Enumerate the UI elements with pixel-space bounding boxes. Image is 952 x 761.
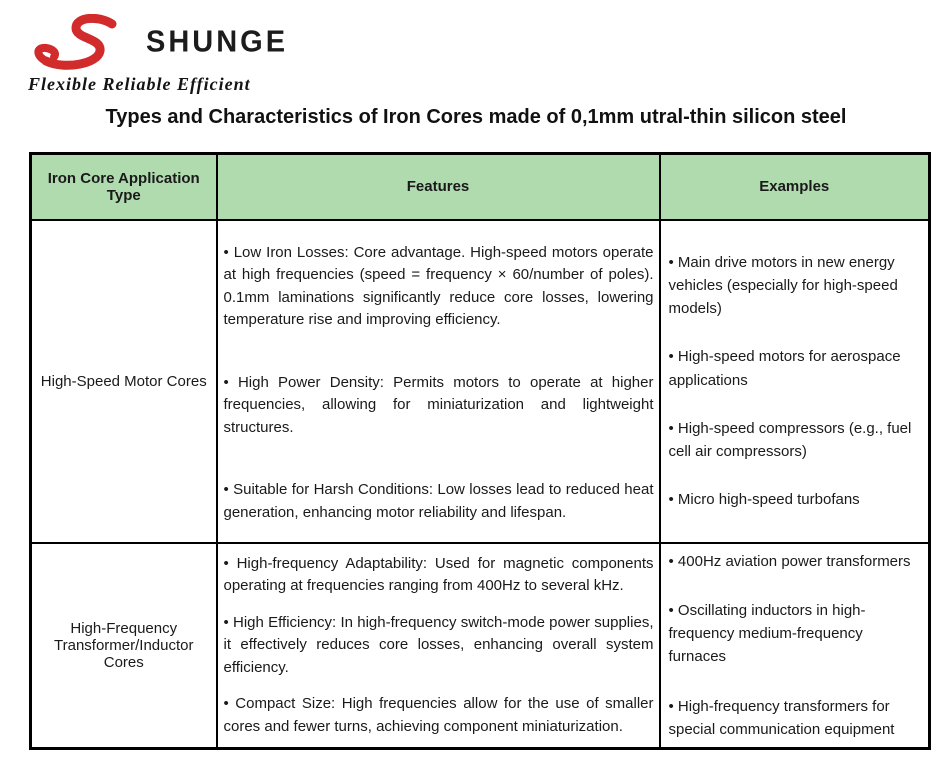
- header-application-type: Iron Core Application Type: [31, 154, 217, 220]
- example-item: • Micro high-speed turbofans: [668, 491, 860, 509]
- example-item: • 400Hz aviation power transformers: [668, 552, 911, 570]
- example-item: • High-frequency transformers for special communication equipment: [668, 697, 895, 738]
- example-item: • Oscillating inductors in high-frequency medium-frequency furnaces: [668, 601, 866, 666]
- row1-type: High-Speed Motor Cores: [31, 220, 217, 543]
- feature-item: • High-frequency Adaptability: Used for magnetic components operating at frequencies ranging from 400Hz to several kHz.: [223, 554, 654, 594]
- table-row: [31, 543, 930, 749]
- brand-tagline: Flexible Reliable Efficient: [28, 74, 251, 94]
- row1-features: [217, 220, 660, 543]
- example-item: • Main drive motors in new energy vehicles (especially for high-speed models): [668, 253, 898, 317]
- iron-core-table: [29, 152, 931, 750]
- feature-item: • Compact Size: High frequencies allow for the use of smaller cores and fewer turns, achieving component miniaturization.: [223, 695, 654, 735]
- company-logo: [28, 14, 288, 95]
- table-row: [31, 220, 930, 543]
- row1-examples: [660, 220, 930, 543]
- header-examples: Examples: [660, 154, 930, 220]
- row2-type: High-Frequency Transformer/Inductor Cores: [31, 543, 217, 749]
- row2-examples: [660, 543, 930, 749]
- example-item: • High-speed motors for aerospace applications: [668, 348, 901, 389]
- example-item: • High-speed compressors (e.g., fuel cell air compressors): [668, 419, 912, 460]
- table-header-row: [31, 154, 930, 220]
- page-title: Types and Characteristics of Iron Cores made of 0,1mm utral-thin silicon steel: [105, 106, 847, 128]
- feature-item: • High Power Density: Permits motors to operate at higher frequencies, allowing for miniaturization and lightweight structures.: [223, 373, 654, 436]
- shunge-s-swoosh-icon: [28, 14, 132, 70]
- feature-item: • Low Iron Losses: Core advantage. High-speed motors operate at high frequencies (speed = frequency × 60/number of poles). 0.1mm laminations significantly reduce core losses, lowering temperature rise and improving efficiency.: [223, 243, 654, 329]
- feature-item: • High Efficiency: In high-frequency switch-mode power supplies, it effectively reduces core losses, enhancing overall system efficiency.: [223, 613, 654, 676]
- row2-features: [217, 543, 660, 749]
- header-features: Features: [217, 154, 660, 220]
- feature-item: • Suitable for Harsh Conditions: Low losses lead to reduced heat generation, enhancing motor reliability and lifespan.: [223, 481, 654, 521]
- brand-name: SHUNGE: [146, 24, 289, 59]
